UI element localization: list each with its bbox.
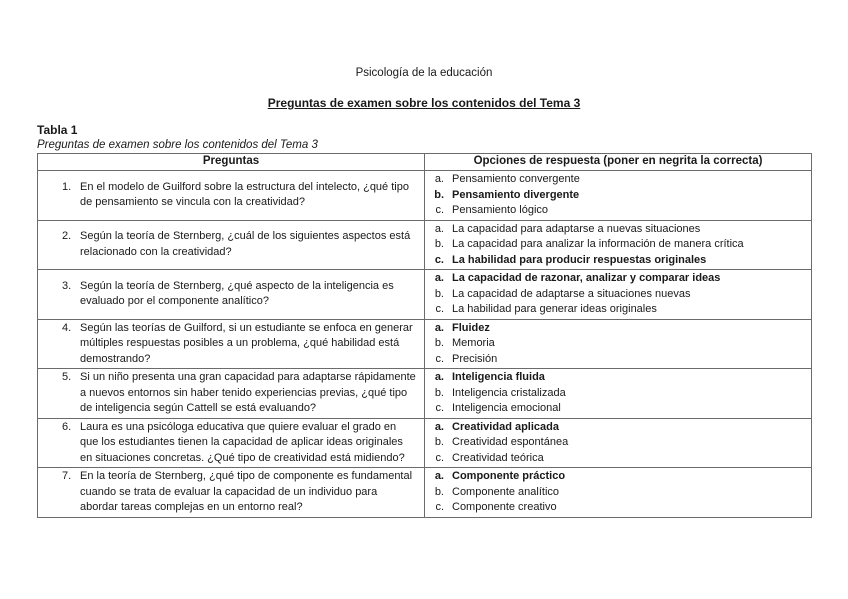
question-text: Según la teoría de Sternberg, ¿cuál de los siguientes aspectos está relacionado con la creatividad? [80,230,411,258]
option-text: Inteligencia cristalizada [452,386,566,399]
option-text: La capacidad para analizar la información de manera crítica [452,238,744,250]
option-text: Inteligencia fluida [452,371,545,383]
correct-answer-option [433,271,807,287]
correct-answer-option [433,370,807,386]
option-text: La habilidad para generar ideas originales [452,303,657,315]
correct-answer-option [433,469,807,485]
option-letter: b. [434,436,444,448]
option-letter: a. [434,173,444,185]
option-text: Fluidez [452,321,490,334]
option-letter: c. [435,402,444,414]
option-text: Componente analítico [452,485,560,498]
option-letter: b. [434,238,444,250]
option-letter: c. [435,501,444,513]
table-row [38,418,812,468]
answer-option [433,451,807,467]
table-row [38,171,812,221]
table-row [38,270,812,320]
column-header-options: Opciones de respuesta (poner en negrita la correcta) [425,154,812,171]
option-text: La habilidad para producir respuestas originales [452,253,707,266]
question-cell [38,418,425,468]
option-text: Memoria [452,337,495,349]
answer-option [433,401,807,417]
answer-option [433,352,807,368]
document-header: Psicología de la educación [355,67,493,79]
document-title: Preguntas de examen sobre los contenidos del Tema 3 [267,96,581,110]
table-row [38,468,812,518]
question-text: En el modelo de Guilford sobre la estructura del intelecto, ¿qué tipo de pensamiento se vincula con la creatividad? [80,180,409,209]
option-letter: a. [434,272,444,284]
option-text: Pensamiento divergente [452,188,580,201]
question-cell [38,369,425,419]
answer-option [433,203,807,219]
option-letter: b. [434,287,444,300]
option-letter: a. [434,470,444,482]
exam-questions-table [37,153,812,518]
answer-option [433,485,807,501]
question-text: Según las teorías de Guilford, si un estudiante se enfoca en generar múltiples respuestas posibles a un problema, ¿qué habilidad está demostrando? [80,321,413,365]
question-number: 5. [62,371,72,383]
question-number: 3. [62,279,72,292]
options-cell [425,171,812,221]
question-number: 4. [62,321,72,334]
question-cell [38,171,425,221]
table-row [38,319,812,369]
question-cell [38,468,425,518]
question-number: 6. [62,420,72,433]
options-cell [425,468,812,518]
answer-option [433,435,807,451]
option-letter: c. [434,253,444,266]
question-text: Laura es una psicóloga educativa que quiere evaluar el grado en que los estudiantes tienen la capacidad de aplicar ideas originales en situaciones concretas. ¿Qué tipo de creatividad está midiendo? [80,420,405,464]
option-text: Pensamiento convergente [452,173,580,185]
option-letter: b. [434,188,444,201]
option-letter: a. [434,321,444,334]
option-letter: b. [434,485,444,498]
option-text: Creatividad teórica [452,451,544,464]
correct-answer-option [433,420,807,436]
answer-option [433,287,807,303]
column-header-questions: Preguntas [38,154,425,171]
correct-answer-option [433,321,807,337]
table-caption: Preguntas de examen sobre los contenidos del Tema 3 [37,139,318,151]
option-text: Creatividad espontánea [452,436,569,448]
option-letter: c. [435,352,444,365]
option-text: Inteligencia emocional [452,402,561,414]
answer-option [433,386,807,402]
correct-answer-option [433,253,807,269]
question-number: 1. [62,180,72,193]
option-text: La capacidad de adaptarse a situaciones nuevas [452,287,691,300]
option-letter: c. [435,204,444,216]
answer-option [433,222,807,238]
options-cell [425,319,812,369]
options-cell [425,418,812,468]
answer-option [433,500,807,516]
table-row [38,220,812,270]
question-text: Según la teoría de Sternberg, ¿qué aspecto de la inteligencia es evaluado por el componente analítico? [80,279,394,308]
question-text: En la teoría de Sternberg, ¿qué tipo de componente es fundamental cuando se trata de evaluar la capacidad de un individuo para abordar tareas complejas en un entorno real? [80,470,413,513]
option-text: Precisión [452,352,498,365]
option-text: Pensamiento lógico [452,204,549,216]
option-letter: c. [435,303,444,315]
question-cell [38,270,425,320]
answer-option [433,336,807,352]
options-cell [425,270,812,320]
option-letter: a. [434,420,444,433]
options-cell [425,220,812,270]
answer-option [433,237,807,253]
answer-option [433,302,807,318]
option-letter: c. [435,451,444,464]
question-text: Si un niño presenta una gran capacidad para adaptarse rápidamente a nuevos entornos sin haber tenido experiencias previas, ¿qué tipo de inteligencia según Cattell se está evaluando? [80,371,416,414]
option-letter: b. [434,386,444,399]
answer-option [433,172,807,188]
correct-answer-option [433,188,807,204]
option-text: Componente práctico [452,470,566,482]
question-number: 7. [62,470,72,482]
option-text: La capacidad de razonar, analizar y comparar ideas [452,272,721,284]
option-text: La capacidad para adaptarse a nuevas situaciones [452,222,701,235]
option-letter: a. [434,222,444,235]
option-letter: b. [434,337,444,349]
table-row [38,369,812,419]
option-letter: a. [434,371,444,383]
table-header-row [38,154,812,171]
question-number: 2. [62,230,72,243]
option-text: Componente creativo [452,501,557,513]
question-cell [38,319,425,369]
question-cell [38,220,425,270]
option-text: Creatividad aplicada [452,420,559,433]
options-cell [425,369,812,419]
table-label: Tabla 1 [37,123,78,137]
